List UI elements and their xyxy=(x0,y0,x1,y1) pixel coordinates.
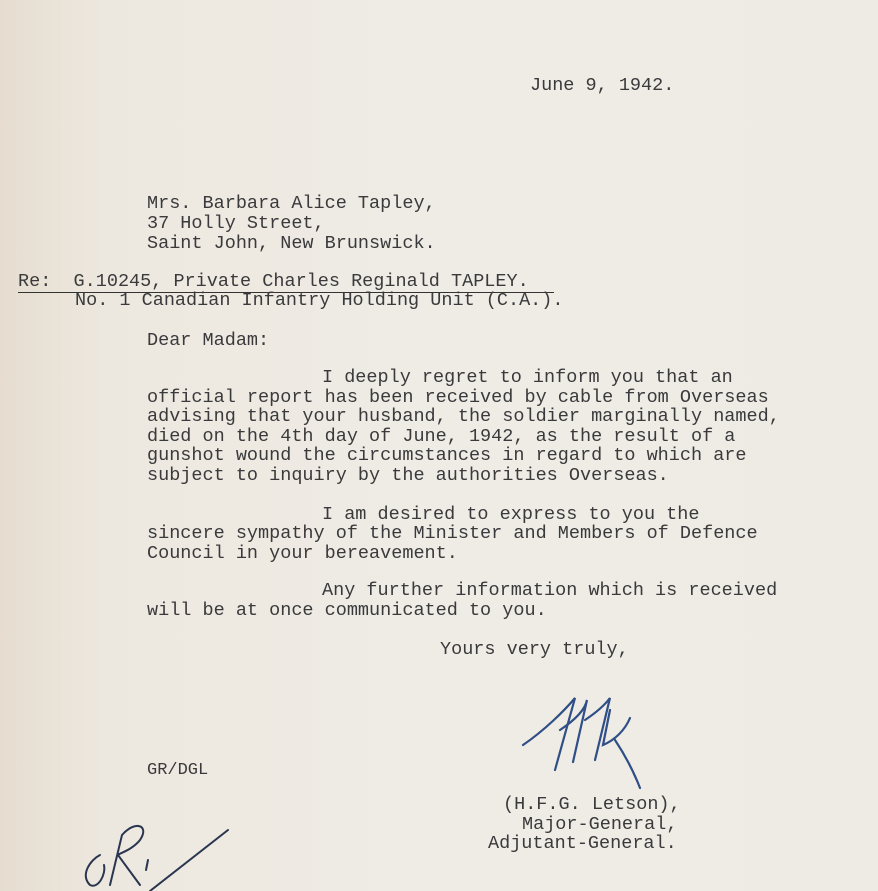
signature-image xyxy=(515,690,655,800)
re-label: Re: xyxy=(18,271,52,292)
paragraph-1-line: advising that your husband, the soldier marginally named, xyxy=(147,406,780,427)
signatory-name: (H.F.G. Letson), xyxy=(503,794,681,815)
paragraph-1-line: official report has been received by cable from Overseas xyxy=(147,387,769,408)
paragraph-3-line: will be at once communicated to you. xyxy=(147,600,547,621)
paragraph-1-line: died on the 4th day of June, 1942, as the result of a xyxy=(147,426,736,447)
re-subject: G.10245, Private Charles Reginald TAPLEY. xyxy=(73,271,529,292)
letter-date: June 9, 1942. xyxy=(530,75,675,96)
signatory-title: Adjutant-General. xyxy=(488,833,677,854)
paragraph-2-line: I am desired to express to you the xyxy=(322,504,700,525)
paragraph-1-line: subject to inquiry by the authorities Overseas. xyxy=(147,465,669,486)
signatory-rank: Major-General, xyxy=(522,814,678,835)
reference-initials: GR/DGL xyxy=(147,761,209,780)
paragraph-1-line: gunshot wound the circumstances in regard to which are xyxy=(147,445,747,466)
re-unit: No. 1 Canadian Infantry Holding Unit (C.A.). xyxy=(75,290,564,311)
salutation: Dear Madam: xyxy=(147,330,270,351)
recipient-name: Mrs. Barbara Alice Tapley, xyxy=(147,193,436,214)
recipient-street: 37 Holly Street, xyxy=(147,213,325,234)
handwritten-initials xyxy=(60,815,240,891)
paragraph-2-line: sincere sympathy of the Minister and Members of Defence xyxy=(147,523,758,544)
recipient-city: Saint John, New Brunswick. xyxy=(147,233,436,254)
paragraph-3-line: Any further information which is received xyxy=(322,580,778,601)
paragraph-2-line: Council in your bereavement. xyxy=(147,543,458,564)
paragraph-1-line: I deeply regret to inform you that an xyxy=(322,367,733,388)
closing: Yours very truly, xyxy=(440,639,629,660)
